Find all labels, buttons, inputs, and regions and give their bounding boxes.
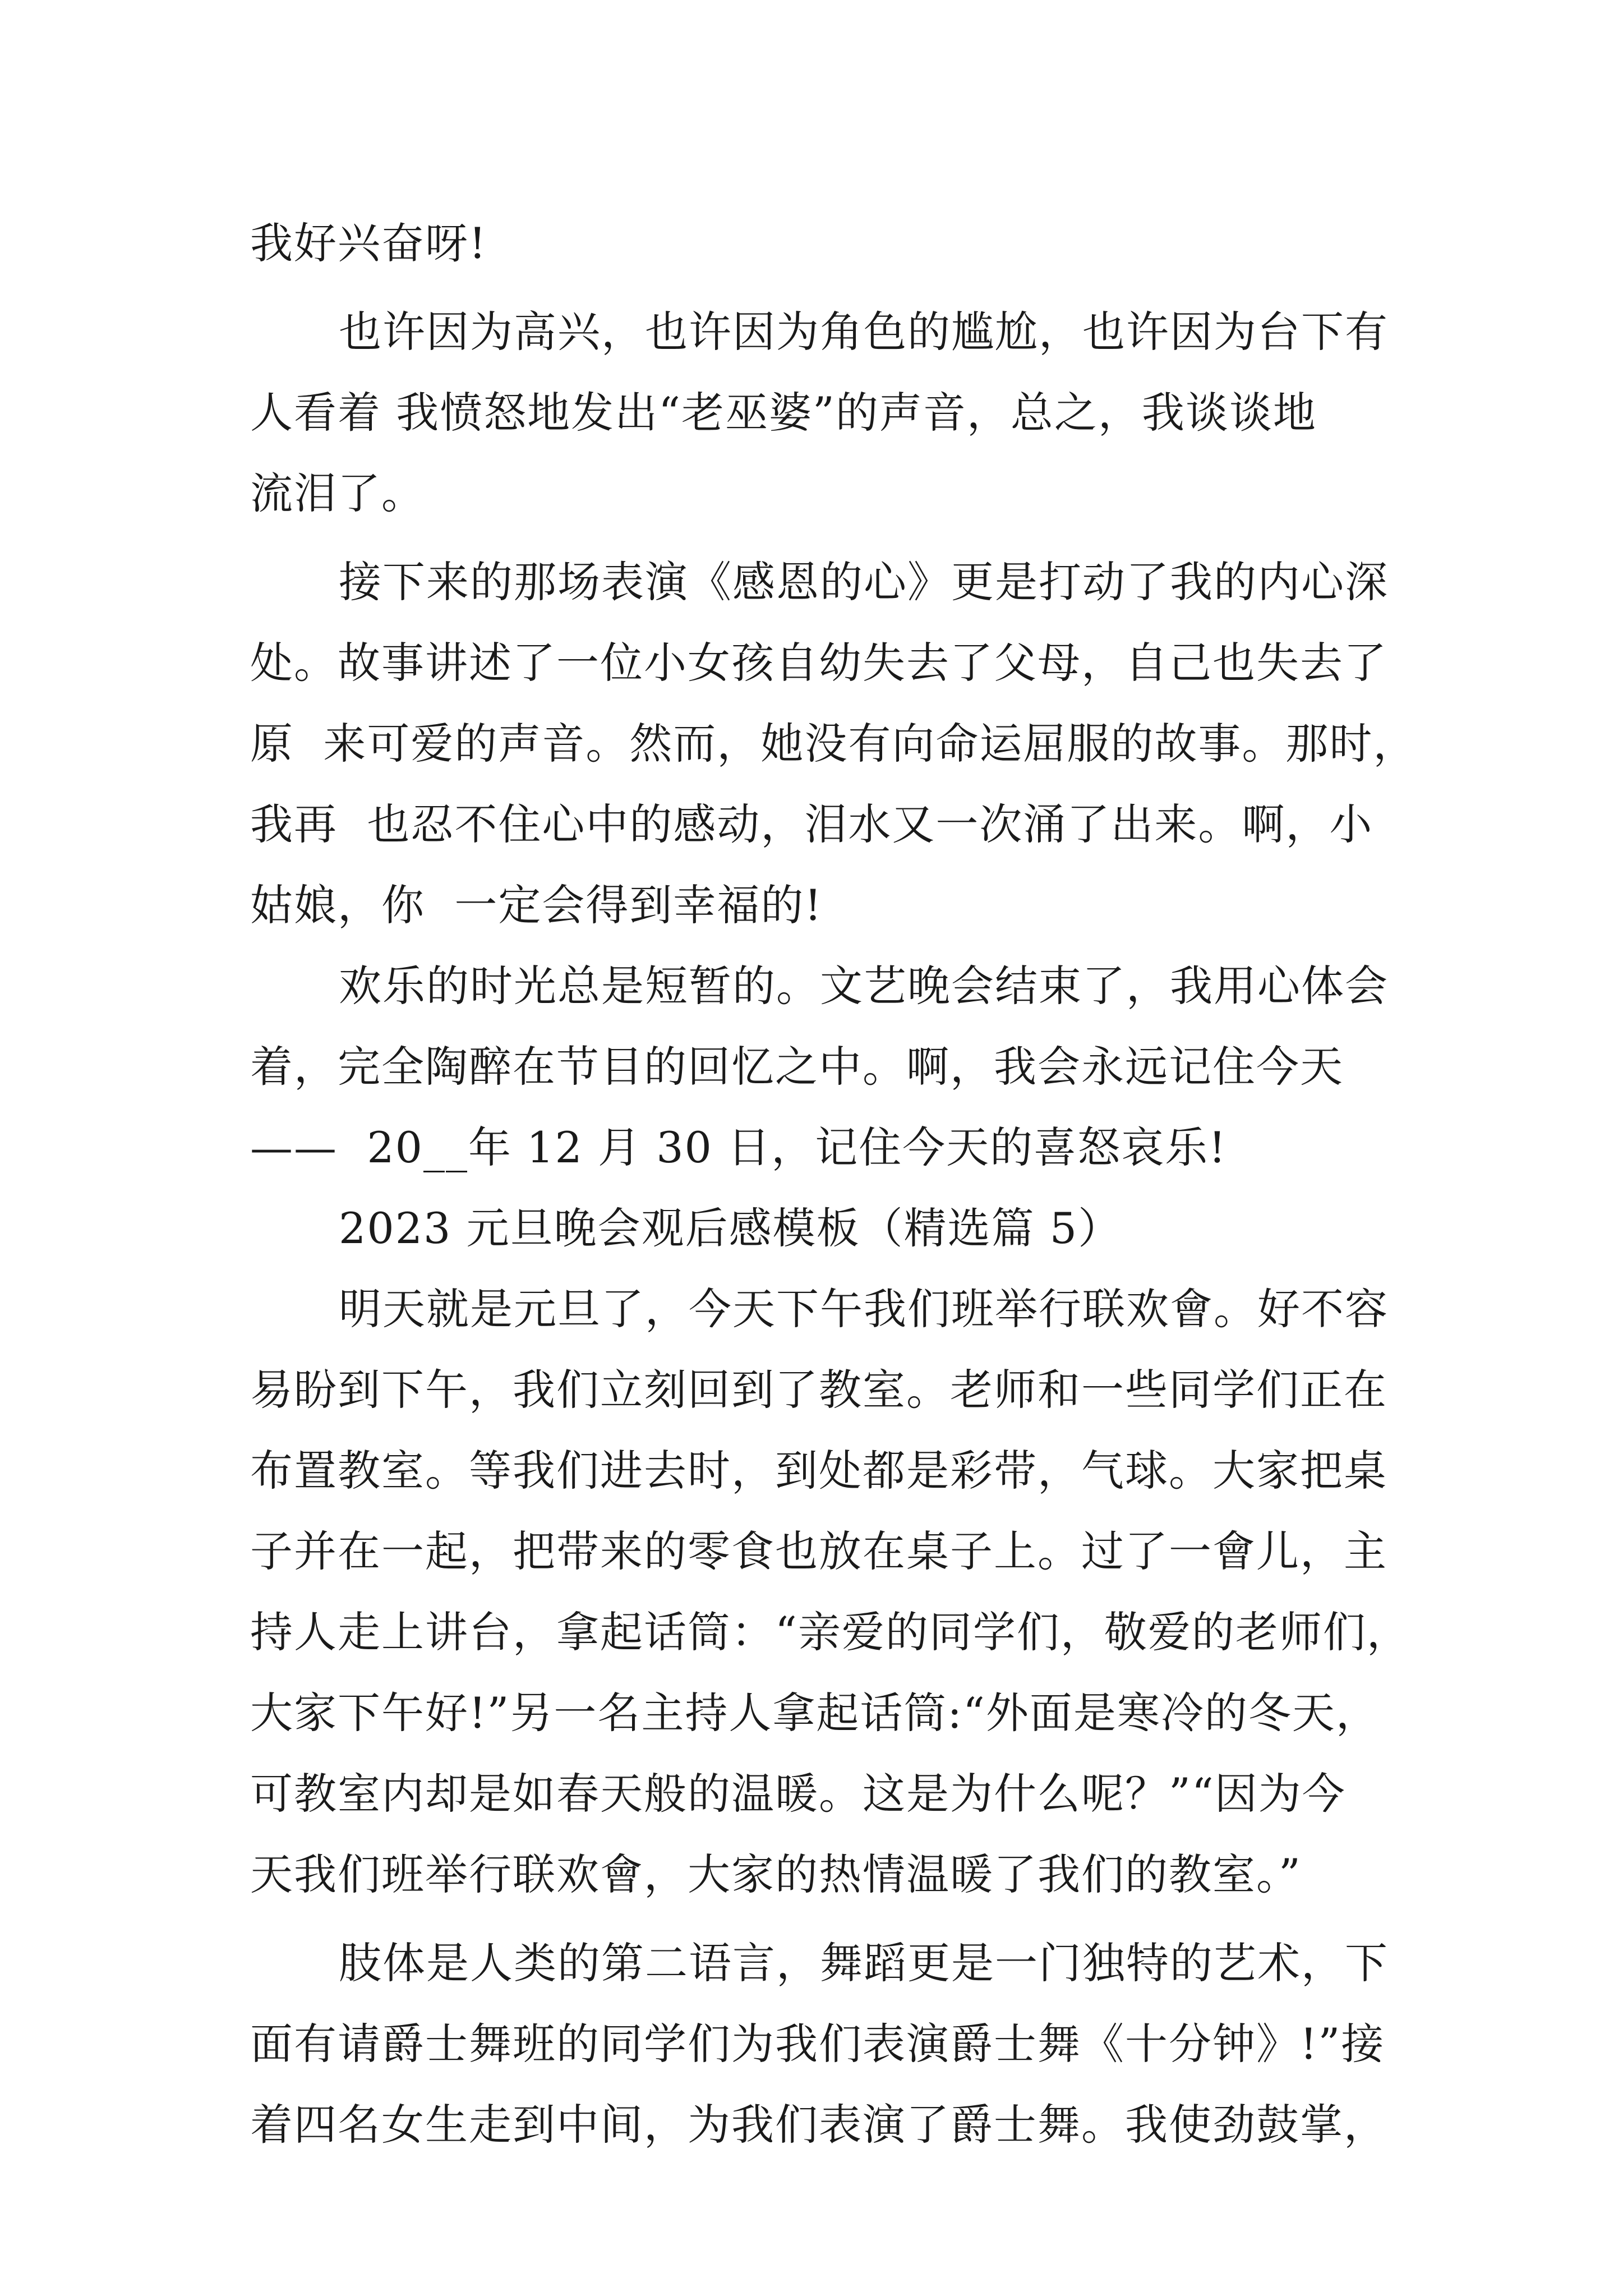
text-line: 流泪了。 — [250, 468, 425, 518]
paragraph-start-line: 欢乐的时光总是短暂的。文艺晚会结束了，我用心体会 — [339, 961, 1389, 1011]
text-line: 易盼到下午，我们立刻回到了教室。老师和一些同学们正在 — [250, 1365, 1387, 1415]
section-heading: 2023 元旦晚会观后感模板（精选篇 5） — [339, 1203, 1122, 1253]
text-line: 人看着 我愤怒地发出“老巫婆”的声音，总之，我谈谈地 — [250, 388, 1317, 438]
text-line: 持人走上讲台，拿起话筒：“亲爱的同学们，敬爱的老师们， — [250, 1607, 1410, 1657]
text-line: 原 来可爱的声音。然而，她没有向命运屈服的故事。那时， — [250, 719, 1417, 769]
text-line: 着，完全陶醉在节目的回忆之中。啊，我会永远记住今天 — [250, 1042, 1344, 1092]
paragraph-start-line: 肢体是人类的第二语言，舞蹈更是一门独特的艺术，下 — [339, 1938, 1389, 1988]
paragraph-start-line: 也许因为高兴，也许因为角色的尴尬，也许因为台下有 — [339, 307, 1389, 357]
text-line: 处。故事讲述了一位小女孩自幼失去了父母，自己也失去了 — [250, 638, 1387, 688]
text-line: 姑娘，你 一定会得到幸福的! — [250, 880, 823, 930]
paragraph-start-line: 接下来的那场表演《感恩的心》更是打动了我的内心深 — [339, 557, 1389, 607]
text-line: 着四名女生走到中间，为我们表演了爵士舞。我使劲鼓掌， — [250, 2100, 1387, 2150]
text-line: 我好兴奋呀! — [250, 218, 487, 268]
text-line: 布置教室。等我们进去时，到处都是彩带，气球。大家把桌 — [250, 1446, 1387, 1496]
text-line: 我再 也忍不住心中的感动，泪水又一次涌了出来。啊，小 — [250, 799, 1373, 849]
paragraph-start-line: 明天就是元旦了，今天下午我们班举行联欢會。好不容 — [339, 1284, 1389, 1334]
text-line: 面有请爵士舞班的同学们为我们表演爵士舞《十分钟》!”接 — [250, 2019, 1385, 2069]
text-line: 子并在一起，把带来的零食也放在桌子上。过了一會儿，主 — [250, 1526, 1387, 1576]
text-line: —— 20__年 12 月 30 日，记住今天的喜怒哀乐! — [250, 1122, 1227, 1172]
text-line: 可教室内却是如春天般的温暖。这是为什么呢？”“因为今 — [250, 1769, 1346, 1819]
text-line: 天我们班举行联欢會，大家的热情温暖了我们的教室。” — [250, 1849, 1302, 1899]
document-body — [250, 203, 1417, 2165]
text-line: 大家下午好!”另一名主持人拿起话筒:“外面是寒冷的冬天， — [250, 1688, 1380, 1738]
